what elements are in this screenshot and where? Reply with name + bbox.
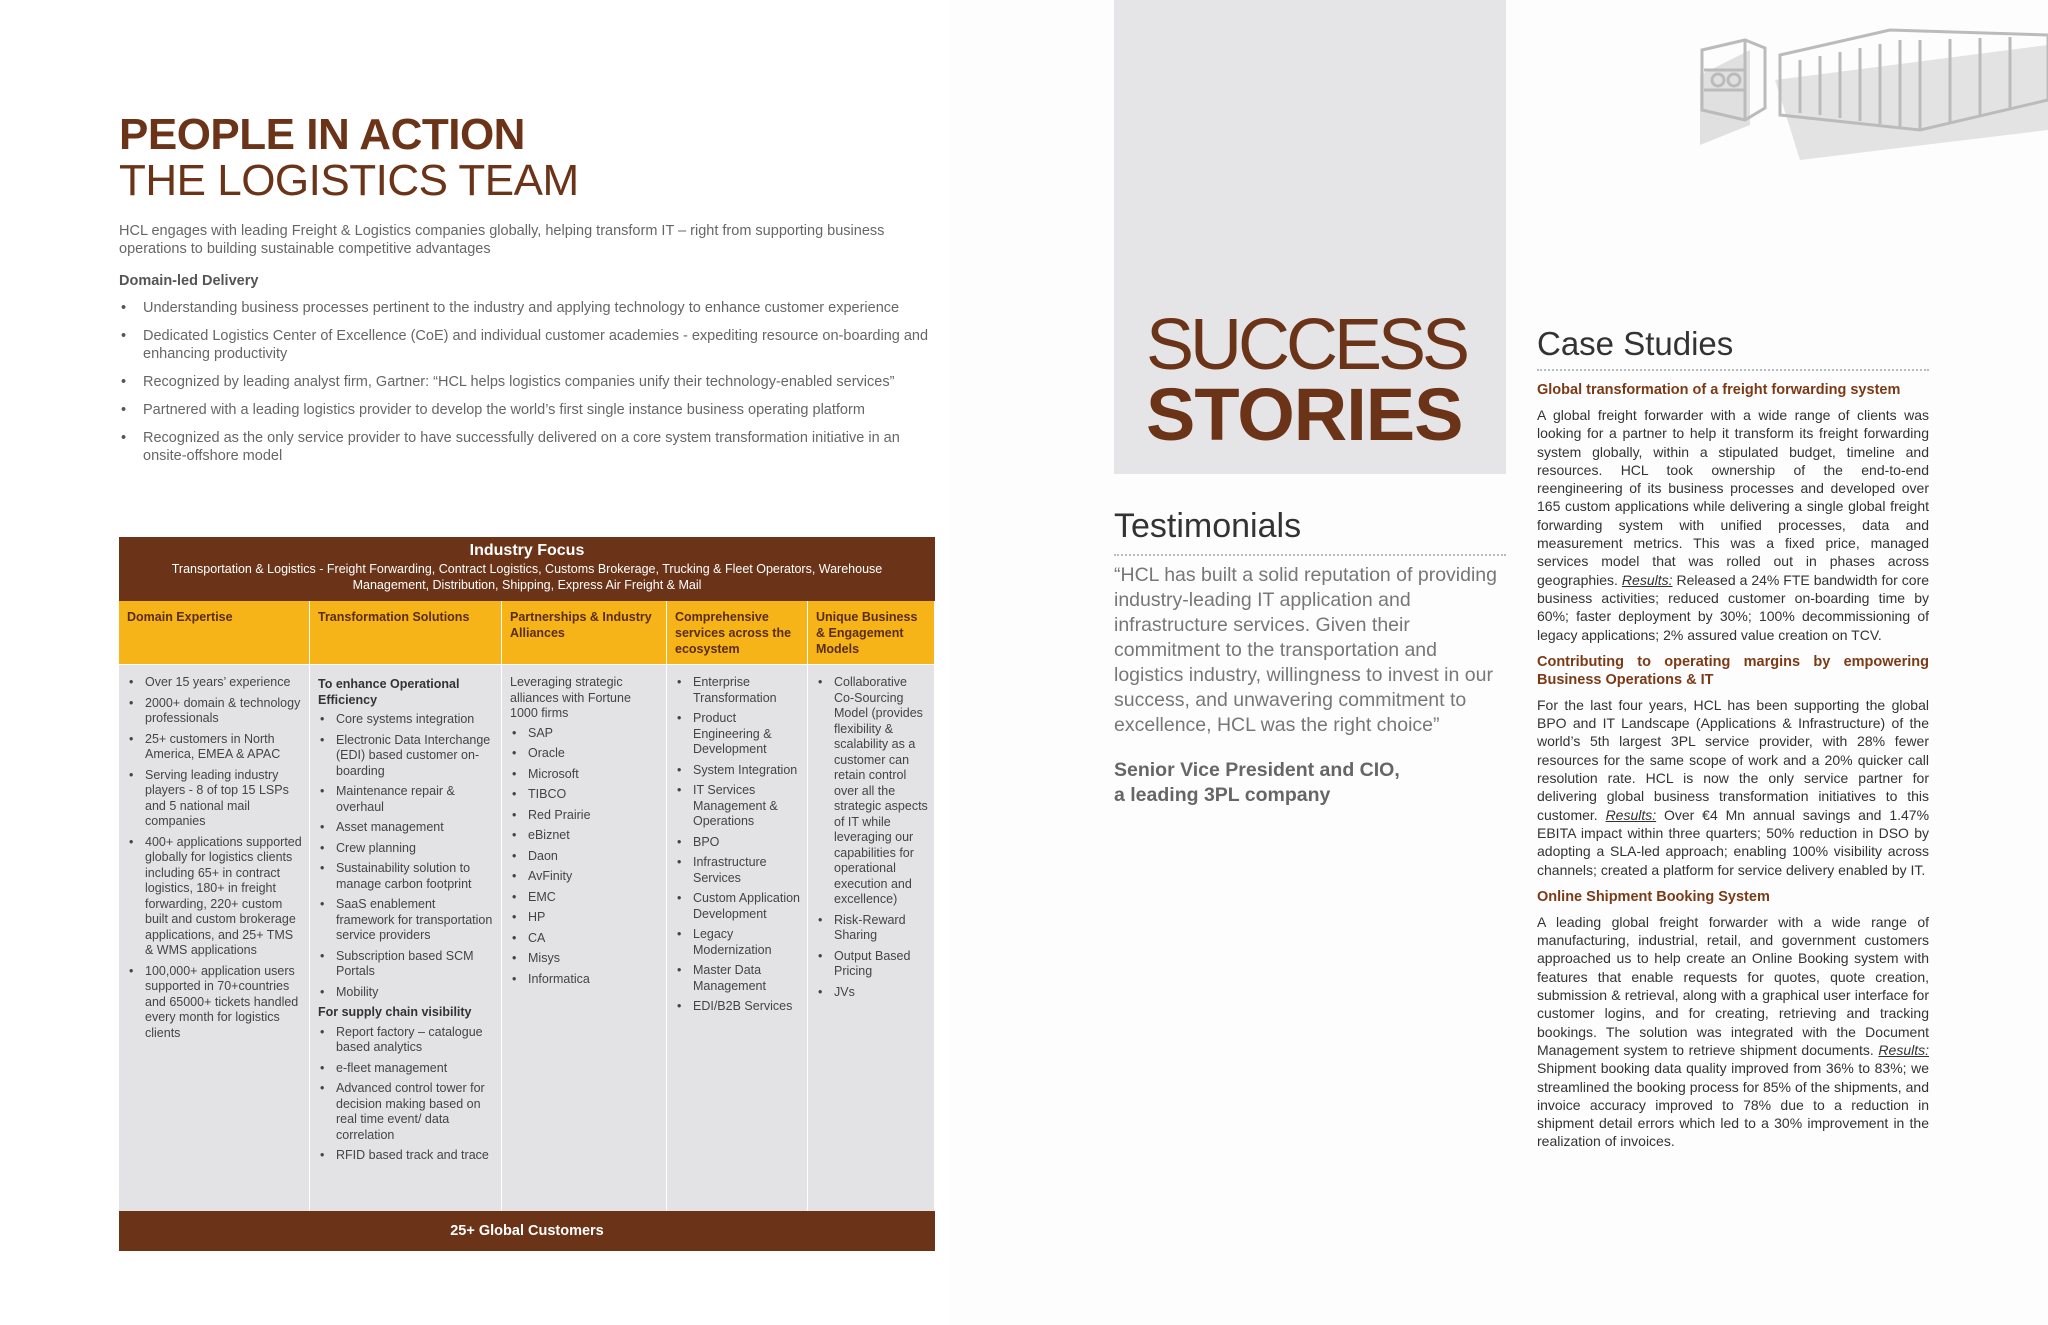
list-item: • Output Based Pricing <box>816 949 928 980</box>
list-item: • JVs <box>816 985 928 1001</box>
list-item: • Recognized by leading analyst firm, Gartner: “HCL helps logistics companies unify their technology-enabled services” <box>119 373 939 391</box>
column-subheading: For supply chain visibility <box>318 1005 472 1019</box>
transformation-solutions-column <box>310 665 502 1211</box>
list-item: • 25+ customers in North America, EMEA & APAC <box>127 732 303 763</box>
list-item: • Dedicated Logistics Center of Excellence (CoE) and individual customer academies - expediting resource on-boarding and enhancing productivity <box>119 327 939 363</box>
case-text <box>1537 406 1929 644</box>
list-item: • Serving leading industry players - 8 of top 15 LSPs and 5 national mail companies <box>127 768 303 830</box>
list-item: • Collaborative Co-Sourcing Model (provides flexibility & scalability as a customer can retain control over all the strategic aspects of IT while leveraging our capabilities for operational execution and excellence) <box>816 675 928 908</box>
success-heading: SUCCESS <box>1146 305 1467 385</box>
list-item: • Over 15 years’ experience <box>127 675 303 691</box>
table-title: Industry Focus <box>469 542 585 559</box>
case-title: Contributing to operating margins by empowering Business Operations & IT <box>1537 653 1929 688</box>
list-item: • Crew planning <box>318 841 495 857</box>
list-item: • Enterprise Transformation <box>675 675 801 706</box>
column-header: Domain Expertise <box>119 601 310 664</box>
case-results: Shipment booking data quality improved from 36% to 83%; we streamlined the booking process for 85% of the shipments, and invoice accuracy improved to 78% due to a reduction in shipment detail errors which led to a 30% improvement in the realization of invoices. <box>1537 1060 1929 1150</box>
column-header: Unique Business & Engagement Models <box>808 601 935 664</box>
results-label: Results: <box>1621 571 1673 588</box>
table-header <box>119 537 935 601</box>
testimonial-attribution <box>1114 758 1506 808</box>
list-item: • Partnered with a leading logistics provider to develop the world’s first single instance business operating platform <box>119 401 939 419</box>
list-item: • Electronic Data Interchange (EDI) based customer on-boarding <box>318 733 495 780</box>
list-item: • 100,000+ application users supported in 70+countries and 65000+ tickets handled every month for logistics clients <box>127 964 303 1042</box>
intro-paragraph: HCL engages with leading Freight & Logistics companies globally, helping transform IT – right from supporting business operations to building sustainable competitive advantages <box>119 223 885 257</box>
case-text <box>1537 696 1929 879</box>
case-description: A global freight forwarder with a wide range of clients was looking for a partner to help it transform its freight forwarding system globally, within a stipulated budget, timeline and resources. HCL took ownership of the end-to-end reengineering of its business processes and developed over 165 custom applications while delivering a single global freight forwarding system with unified processes, data and measurement metrics. This was a fixed price, managed services model that was rolled out in phases across geographies. <box>1537 407 1929 588</box>
list-item: • Advanced control tower for decision making based on real time event/ data correlation <box>318 1081 495 1143</box>
page-title: PEOPLE IN ACTION <box>119 110 525 159</box>
list-item: • Asset management <box>318 820 495 836</box>
attribution-line: Senior Vice President and CIO, <box>1114 759 1400 781</box>
column-header: Comprehensive services across the ecosystem <box>667 601 808 664</box>
testimonials-heading: Testimonials <box>1114 506 1506 556</box>
column-header: Partnerships & Industry Alliances <box>502 601 667 664</box>
column-subheading: To enhance Operational Efficiency <box>318 677 460 707</box>
list-item: • Misys <box>510 951 660 967</box>
list-item: • Understanding business processes pertinent to the industry and applying technology to enhance customer experience <box>119 299 939 317</box>
case-title: Online Shipment Booking System <box>1537 888 1770 905</box>
case-results: Released a 24% FTE bandwidth for core business activities; reduced customer on-boarding time by 60%; faster deployment by 30%; 100% decommissioning of legacy applications; 2% assured value creation on TCV. <box>1537 571 1930 643</box>
list-item: • Master Data Management <box>675 963 801 994</box>
shipping-container-icon <box>1690 20 2048 180</box>
list-item: • Subscription based SCM Portals <box>318 949 495 980</box>
list-item: • Custom Application Development <box>675 891 801 922</box>
industry-focus-table <box>119 537 935 1251</box>
stories-heading: STORIES <box>1146 373 1463 456</box>
domain-expertise-column <box>119 665 310 1211</box>
table-subtitle: Transportation & Logistics - Freight Forwarding, Contract Logistics, Customs Brokerage, Trucking & Fleet Operators, Warehouse Management, Distribution, Shipping, Express Air Freight & Mail <box>171 562 883 592</box>
list-item: • Core systems integration <box>318 712 495 728</box>
attribution-line: a leading 3PL company <box>1114 784 1331 806</box>
list-item: • Recognized as the only service provider to have successfully delivered on a core system transformation initiative in an onsite-offshore model <box>119 429 939 465</box>
case-description: A leading global freight forwarder with a wide range of manufacturing, industrial, retail, and government customers approached us to help create an Online Booking system with features that enable requests for quotes, quote creation, submission & retrieval, along with a graphical user interface for customer logins, and for creating, retrieving and tracking bookings. The solution was integrated with the Document Management system to retrieve shipment documents. <box>1537 913 1929 1058</box>
list-item: • 2000+ domain & technology professionals <box>127 696 303 727</box>
list-item: • Legacy Modernization <box>675 927 801 958</box>
list-item: • SaaS enablement framework for transportation service providers <box>318 897 495 944</box>
list-item: • Mobility <box>318 985 495 1001</box>
list-item: • EDI/B2B Services <box>675 999 801 1015</box>
case-description: For the last four years, HCL has been supporting the global BPO and IT Landscape (Applications & Infrastructure) of the world’s 5th largest 3PL service provider, with 28% fewer resources for the same scope of work and a 20% quicker call resolution rate. HCL is now the only service partner for delivering global business transformation initiatives to this customer. <box>1537 696 1929 823</box>
list-item: • Report factory – catalogue based analytics <box>318 1025 495 1056</box>
services-column <box>667 665 808 1211</box>
column-header: Transformation Solutions <box>310 601 502 664</box>
list-item: • Informatica <box>510 972 660 988</box>
list-item: • Maintenance repair & overhaul <box>318 784 495 815</box>
list-item: • TIBCO <box>510 787 660 803</box>
case-text <box>1537 913 1929 1151</box>
list-item: • CA <box>510 931 660 947</box>
list-item: • Daon <box>510 849 660 865</box>
list-item: • HP <box>510 910 660 926</box>
list-item: • e-fleet management <box>318 1061 495 1077</box>
list-item: • Microsoft <box>510 767 660 783</box>
list-item: • BPO <box>675 835 801 851</box>
list-item: • IT Services Management & Operations <box>675 783 801 830</box>
testimonial-quote: “HCL has built a solid reputation of providing industry-leading IT application and infrastructure services. Given their commitment to the transportation and logistics industry, willingness to invest in our success, and unwavering commitment to excellence, HCL was the right choice” <box>1114 564 1497 736</box>
list-item: • 400+ applications supported globally for logistics clients including 65+ in contract logistics, 180+ in freight forwarding, 220+ custom built and custom brokerage applications, and 25+ TMS & WMS applications <box>127 835 303 959</box>
partnerships-column <box>502 665 667 1211</box>
engagement-models-column <box>808 665 935 1211</box>
list-item: • Product Engineering & Development <box>675 711 801 758</box>
list-item: • Oracle <box>510 746 660 762</box>
page-subtitle: THE LOGISTICS TEAM <box>119 156 579 205</box>
case-studies <box>1537 381 1929 1160</box>
table-footer: 25+ Global Customers <box>119 1211 935 1251</box>
list-item: • Infrastructure Services <box>675 855 801 886</box>
list-item: • SAP <box>510 726 660 742</box>
list-item: • AvFinity <box>510 869 660 885</box>
list-item: • System Integration <box>675 763 801 779</box>
list-item: • Sustainability solution to manage carbon footprint <box>318 861 495 892</box>
list-item: • RFID based track and trace <box>318 1148 495 1164</box>
domain-heading: Domain-led Delivery <box>119 273 259 289</box>
case-title: Global transformation of a freight forwarding system <box>1537 382 1901 398</box>
list-item: • EMC <box>510 890 660 906</box>
list-item: • Red Prairie <box>510 808 660 824</box>
table-body <box>119 665 935 1211</box>
column-headers <box>119 601 935 665</box>
domain-bullet-list <box>119 299 939 475</box>
list-item: • eBiznet <box>510 828 660 844</box>
case-studies-heading: Case Studies <box>1537 324 1929 371</box>
case-results: Over €4 Mn annual savings and 1.47% EBITA impact within three quarters; 50% reduction in DSO by adopting a SLA-led approach; enabling 100% visibility across channels; created a platform for service delivery enabled by IT. <box>1537 806 1930 878</box>
results-label: Results: <box>1605 806 1657 823</box>
list-item: • Risk-Reward Sharing <box>816 913 928 944</box>
column-intro: Leveraging strategic alliances with Fortune 1000 firms <box>510 675 631 720</box>
results-label: Results: <box>1878 1041 1929 1058</box>
